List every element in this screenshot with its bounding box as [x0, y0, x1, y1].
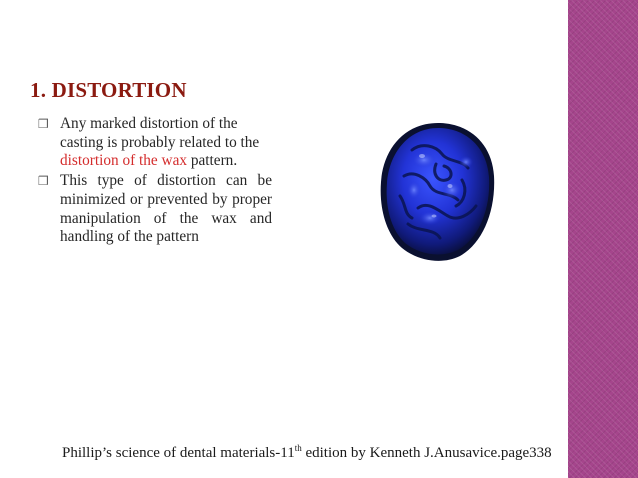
bullet-marker-icon: ❒ — [38, 174, 49, 189]
citation-superscript: th — [294, 443, 302, 453]
bullet-item — [38, 172, 272, 247]
bullet-marker-icon: ❒ — [38, 117, 49, 131]
bullet-text-end: pattern. — [187, 152, 238, 170]
citation-text-end: edition by Kenneth J.Anusavice.page338 — [301, 445, 552, 461]
citation-text: Phillip’s science of dental materials-11 — [62, 445, 295, 461]
citation-footer — [62, 445, 552, 462]
wax-pattern-image — [378, 120, 496, 262]
bullet-list — [38, 115, 272, 248]
bullet-text: This type of distortion can be minimized or prevented by proper manipulation of the wax and handling of the pattern — [60, 172, 272, 246]
bullet-item — [38, 115, 272, 171]
decorative-side-bar — [568, 0, 638, 478]
bullet-highlight-text: distortion of the wax — [60, 152, 188, 170]
slide-title: 1. DISTORTION — [30, 78, 187, 102]
bullet-text: Any marked distortion of the casting is probably related to the — [60, 115, 260, 151]
